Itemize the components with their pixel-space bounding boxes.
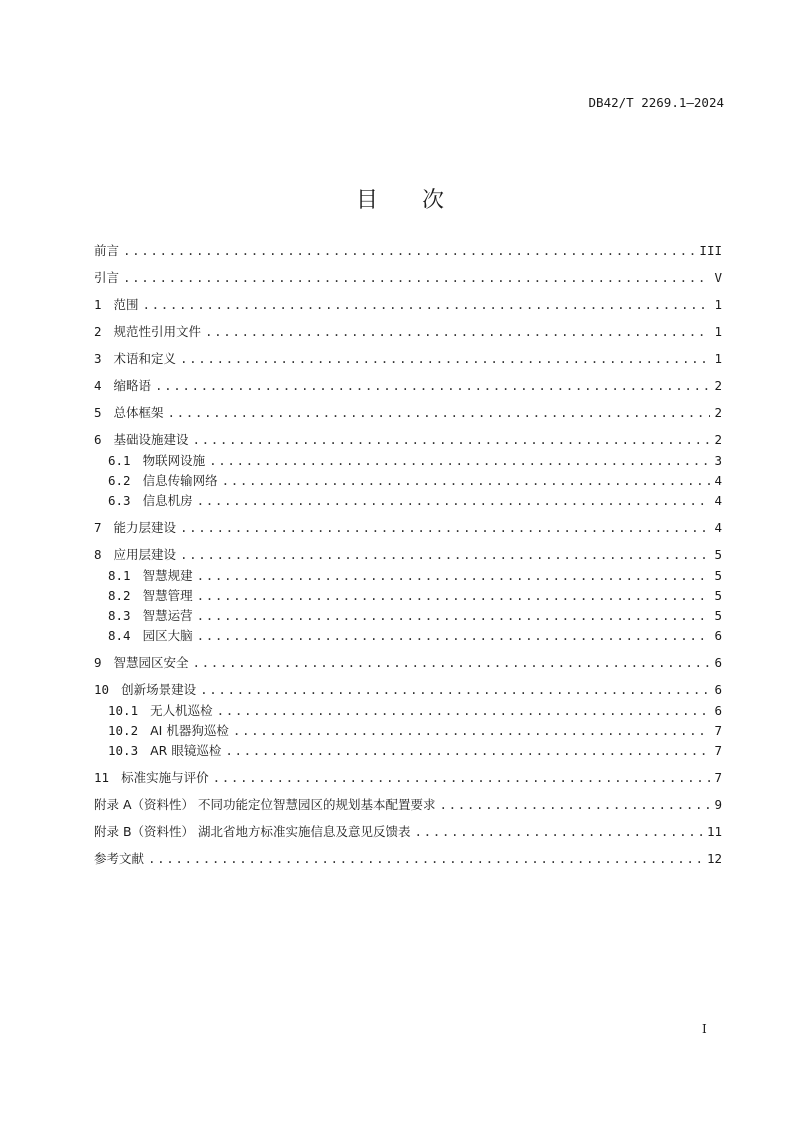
toc-entry-number: 10.3 xyxy=(108,743,139,758)
toc-entry-page: 7 xyxy=(714,743,722,758)
toc-dot-leader xyxy=(197,627,711,645)
toc-entry-number: 2 xyxy=(94,324,102,339)
toc-entry-number: 8.3 xyxy=(108,608,131,623)
toc-dot-leader xyxy=(233,722,711,740)
toc-entry-number: 8.4 xyxy=(108,628,131,643)
toc-dot-leader xyxy=(143,296,711,314)
toc-dot-leader xyxy=(123,269,710,287)
toc-entry-page: 9 xyxy=(714,797,722,812)
toc-entry-page: 4 xyxy=(714,520,722,535)
toc-entry[interactable] xyxy=(94,850,722,868)
toc-entry-title: 信息机房 xyxy=(142,493,193,508)
toc-entry-number: 11 xyxy=(94,770,110,785)
toc-entry-page: 7 xyxy=(714,770,722,785)
toc-entry[interactable] xyxy=(94,431,722,449)
toc-entry-number: 10.1 xyxy=(108,703,139,718)
toc-dot-leader xyxy=(225,742,710,760)
toc-entry[interactable] xyxy=(108,722,722,740)
toc-entry-page: 4 xyxy=(714,493,722,508)
toc-entry-title: 范围 xyxy=(113,297,139,312)
toc-entry-title: 物联网设施 xyxy=(142,453,206,468)
toc-dot-leader xyxy=(440,796,711,814)
toc-entry-page: 5 xyxy=(714,608,722,623)
toc-entry[interactable] xyxy=(94,681,722,699)
toc-entry-number: 6 xyxy=(94,432,102,447)
toc-dot-leader xyxy=(200,681,710,699)
toc-entry[interactable] xyxy=(108,607,722,625)
toc-entry-page: 7 xyxy=(714,723,722,738)
toc-entry-number: 5 xyxy=(94,405,102,420)
toc-dot-leader xyxy=(209,452,710,470)
toc-entry-title: 规范性引用文件 xyxy=(113,324,202,339)
toc-entry[interactable] xyxy=(94,654,722,672)
toc-entry-number: 10.2 xyxy=(108,723,139,738)
toc-entry-page: 1 xyxy=(714,324,722,339)
toc-dot-leader xyxy=(197,607,711,625)
toc-entry-number: 8.2 xyxy=(108,588,131,603)
toc-entry-title: 园区大脑 xyxy=(142,628,193,643)
toc-entry-title: 智慧运营 xyxy=(142,608,193,623)
toc-entry-page: 5 xyxy=(714,568,722,583)
toc-dot-leader xyxy=(197,567,711,585)
toc-entry-title: 基础设施建设 xyxy=(113,432,189,447)
toc-entry-number: 6.2 xyxy=(108,473,131,488)
toc-entry-page: 5 xyxy=(714,547,722,562)
toc-entry[interactable] xyxy=(94,404,722,422)
toc-entry-page: 6 xyxy=(714,703,722,718)
toc-dot-leader xyxy=(197,492,711,510)
page-title xyxy=(0,183,800,214)
toc-entry-page: V xyxy=(714,270,722,285)
toc-entry-page: 2 xyxy=(714,378,722,393)
toc-entry-page: III xyxy=(699,243,722,258)
toc-entry-title: 引言 xyxy=(94,270,120,285)
toc-dot-leader xyxy=(197,587,711,605)
toc-entry[interactable] xyxy=(94,546,722,564)
toc-dot-leader xyxy=(193,431,711,449)
toc-entry-title: AI 机器狗巡检 xyxy=(150,723,229,738)
toc-dot-leader xyxy=(415,823,703,841)
toc-entry[interactable] xyxy=(94,796,722,814)
toc-entry-page: 2 xyxy=(714,432,722,447)
toc-dot-leader xyxy=(180,519,710,537)
toc-entry-number: 9 xyxy=(94,655,102,670)
toc-entry-number: 6.1 xyxy=(108,453,131,468)
toc-dot-leader xyxy=(217,702,711,720)
toc-entry-title: 参考文献 xyxy=(94,851,145,866)
toc-entry[interactable] xyxy=(94,323,722,341)
toc-dot-leader xyxy=(213,769,711,787)
toc-entry-title: 智慧管理 xyxy=(142,588,193,603)
toc-dot-leader xyxy=(180,546,710,564)
toc-entry-number: 6.3 xyxy=(108,493,131,508)
toc-dot-leader xyxy=(155,377,710,395)
toc-entry-title: 总体框架 xyxy=(113,405,164,420)
toc-entry-page: 5 xyxy=(714,588,722,603)
toc-entry-page: 1 xyxy=(714,297,722,312)
toc-entry-title: 无人机巡检 xyxy=(150,703,213,718)
toc-entry[interactable] xyxy=(94,769,722,787)
toc-entry[interactable] xyxy=(108,567,722,585)
toc-entry-title: 附录 A（资料性） 不同功能定位智慧园区的规划基本配置要求 xyxy=(94,797,436,812)
toc-entry-title: 智慧园区安全 xyxy=(113,655,189,670)
toc-entry[interactable] xyxy=(94,377,722,395)
toc-entry-page: 6 xyxy=(714,628,722,643)
toc-dot-leader xyxy=(193,654,711,672)
toc-entry[interactable] xyxy=(108,472,722,490)
toc-entry[interactable] xyxy=(94,350,722,368)
toc-entry-page: 6 xyxy=(714,682,722,697)
toc-dot-leader xyxy=(168,404,711,422)
toc-entry-title: 智慧规建 xyxy=(142,568,193,583)
toc-entry[interactable] xyxy=(108,492,722,510)
toc-entry-title: AR 眼镜巡检 xyxy=(150,743,222,758)
toc-dot-leader xyxy=(148,850,703,868)
toc-entry-page: 6 xyxy=(714,655,722,670)
toc-dot-leader xyxy=(222,472,711,490)
document-code: DB42/T 2269.1—2024 xyxy=(588,95,724,110)
page-number: I xyxy=(702,1022,707,1036)
toc-entry-number: 4 xyxy=(94,378,102,393)
toc-entry-title: 应用层建设 xyxy=(113,547,177,562)
toc-entry-number: 7 xyxy=(94,520,102,535)
toc-entry-title: 能力层建设 xyxy=(113,520,177,535)
toc-entry-title: 附录 B（资料性） 湖北省地方标准实施信息及意见反馈表 xyxy=(94,824,411,839)
toc-entry-page: 2 xyxy=(714,405,722,420)
toc-entry[interactable] xyxy=(108,452,722,470)
toc-entry-page: 4 xyxy=(714,473,722,488)
toc-entry[interactable] xyxy=(94,242,722,260)
toc-dot-leader xyxy=(123,242,695,260)
toc-entry[interactable] xyxy=(94,823,722,841)
toc-entry-number: 10 xyxy=(94,682,110,697)
toc-entry-page: 1 xyxy=(714,351,722,366)
toc-entry-title: 前言 xyxy=(94,243,120,258)
toc-entry-title: 标准实施与评价 xyxy=(121,770,209,785)
toc-entry-page: 12 xyxy=(706,851,722,866)
toc-entry[interactable] xyxy=(108,627,722,645)
toc-entry-page: 3 xyxy=(714,453,722,468)
title-char-2: 次 xyxy=(422,187,445,213)
toc-entry[interactable] xyxy=(94,269,722,287)
toc-entry[interactable] xyxy=(108,702,722,720)
toc-entry-title: 术语和定义 xyxy=(113,351,177,366)
toc-entry-title: 缩略语 xyxy=(113,378,152,393)
toc-dot-leader xyxy=(180,350,710,368)
toc-entry-number: 8.1 xyxy=(108,568,131,583)
toc-entry-number: 8 xyxy=(94,547,102,562)
toc-entry-title: 创新场景建设 xyxy=(121,682,197,697)
toc-entry-number: 1 xyxy=(94,297,102,312)
toc-entry[interactable] xyxy=(108,587,722,605)
toc-entry[interactable] xyxy=(94,296,722,314)
toc-dot-leader xyxy=(205,323,710,341)
toc-entry-title: 信息传输网络 xyxy=(142,473,218,488)
toc-entry-number: 3 xyxy=(94,351,102,366)
toc-entry[interactable] xyxy=(94,519,722,537)
title-char-1: 目 xyxy=(355,187,378,213)
toc-entry-page: 11 xyxy=(706,824,722,839)
toc-entry[interactable] xyxy=(108,742,722,760)
